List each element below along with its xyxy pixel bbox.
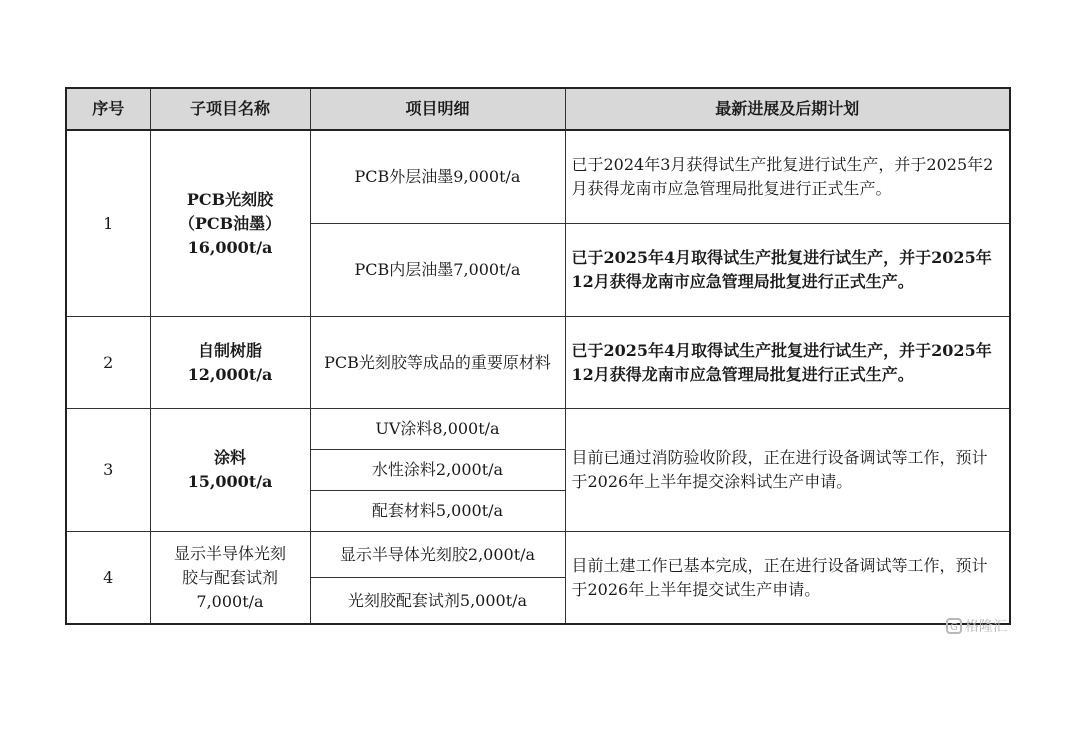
project-detail: PCB外层油墨9,000t/a xyxy=(310,130,565,224)
project-progress-table xyxy=(65,87,1011,625)
progress-plan: 已于2025年4月取得试生产批复进行试生产，并于2025年12月获得龙南市应急管理局批复进行正式生产。 xyxy=(565,224,1010,317)
subproject-name: PCB光刻胶 （PCB油墨） 16,000t/a xyxy=(150,130,310,317)
header-no: 序号 xyxy=(66,88,150,130)
project-detail: PCB光刻胶等成品的重要原材料 xyxy=(310,317,565,409)
row-number: 1 xyxy=(66,130,150,317)
project-detail: PCB内层油墨7,000t/a xyxy=(310,224,565,317)
project-detail: 光刻胶配套试剂5,000t/a xyxy=(310,578,565,625)
project-detail: 水性涂料2,000t/a xyxy=(310,450,565,491)
project-detail: 显示半导体光刻胶2,000t/a xyxy=(310,532,565,578)
watermark xyxy=(946,616,1026,636)
progress-plan: 已于2025年4月取得试生产批复进行试生产，并于2025年12月获得龙南市应急管理局批复进行正式生产。 xyxy=(565,317,1010,409)
table-row xyxy=(66,130,1010,224)
row-number: 4 xyxy=(66,532,150,625)
project-detail: UV涂料8,000t/a xyxy=(310,409,565,450)
subproject-name: 涂料 15,000t/a xyxy=(150,409,310,532)
row-number: 3 xyxy=(66,409,150,532)
progress-plan: 目前已通过消防验收阶段，正在进行设备调试等工作，预计于2026年上半年提交涂料试生产申请。 xyxy=(565,409,1010,532)
header-subproject-name: 子项目名称 xyxy=(150,88,310,130)
watermark-text: 格隆汇 xyxy=(965,619,1007,635)
header-project-detail: 项目明细 xyxy=(310,88,565,130)
progress-plan: 已于2024年3月获得试生产批复进行试生产，并于2025年2月获得龙南市应急管理局批复进行正式生产。 xyxy=(565,130,1010,224)
watermark-logo-icon: G xyxy=(946,618,962,634)
table-row xyxy=(66,317,1010,409)
project-detail: 配套材料5,000t/a xyxy=(310,491,565,532)
table-row xyxy=(66,409,1010,450)
header-progress-plan: 最新进展及后期计划 xyxy=(565,88,1010,130)
progress-plan: 目前土建工作已基本完成，正在进行设备调试等工作，预计于2026年上半年提交试生产申请。 xyxy=(565,532,1010,625)
row-number: 2 xyxy=(66,317,150,409)
subproject-name: 显示半导体光刻 胶与配套试剂 7,000t/a xyxy=(150,532,310,625)
subproject-name: 自制树脂 12,000t/a xyxy=(150,317,310,409)
table-header-row xyxy=(66,88,1010,130)
table-row xyxy=(66,532,1010,578)
